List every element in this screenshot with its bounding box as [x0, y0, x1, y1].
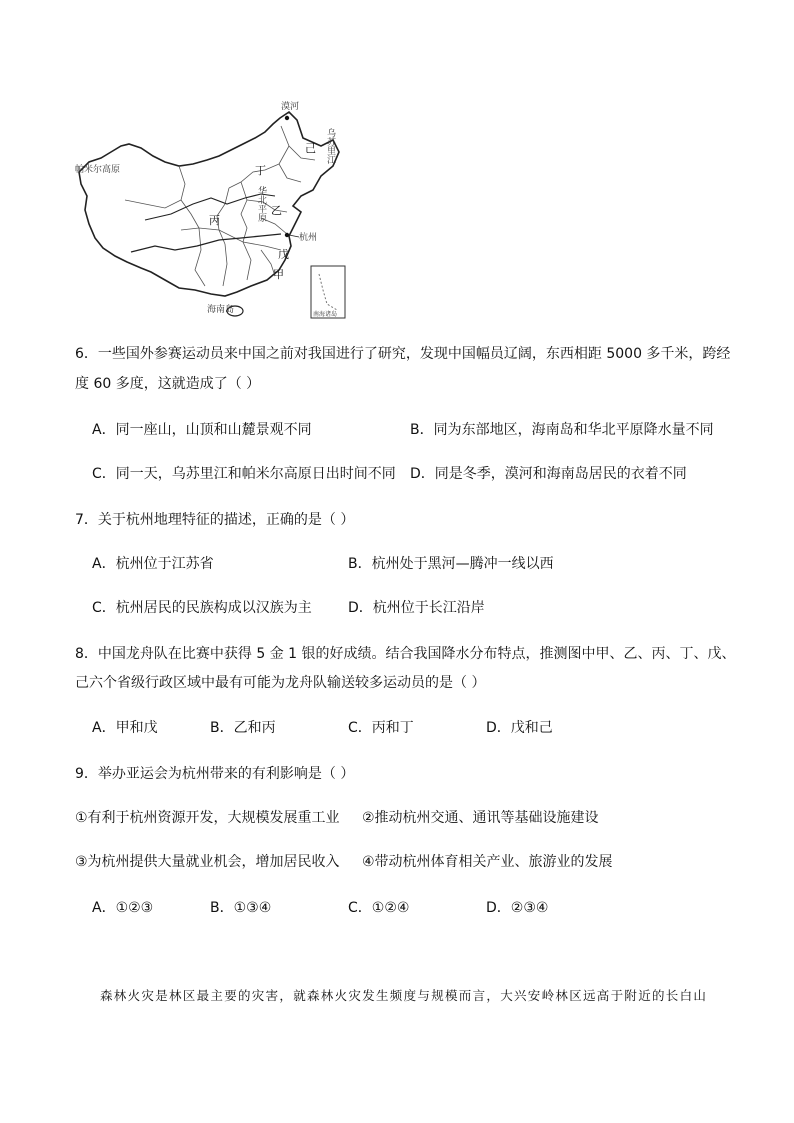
svg-text:乌苏里江: 乌苏里江	[325, 128, 335, 164]
label-ji: 己	[305, 142, 316, 155]
q8-option-c: C．丙和丁	[348, 720, 414, 736]
hangzhou-marker	[285, 233, 289, 237]
q7-option-a: A．杭州位于江苏省	[92, 556, 214, 572]
label-ding: 丁	[255, 164, 266, 177]
q6-option-b: B．同为东部地区，海南岛和华北平原降水量不同	[410, 422, 714, 438]
q9-option-b: B．①③④	[210, 900, 272, 916]
label-huabei	[256, 185, 267, 222]
label-jia: 甲	[273, 268, 284, 281]
q9-statement-4: ④带动杭州体育相关产业、旅游业的发展	[362, 854, 613, 870]
q8-stem-line2: 己六个省级行政区域中最有可能为龙舟队输送较多运动员的是（ ）	[75, 675, 486, 691]
svg-text:华北平原: 华北平原	[256, 186, 266, 222]
q9-statement-3: ③为杭州提供大量就业机会，增加居民收入	[75, 854, 340, 870]
label-pamir: 帕米尔高原	[75, 165, 121, 175]
label-yi: 乙	[271, 204, 282, 217]
q9-option-a: A．①②③	[92, 900, 154, 916]
label-wusuli	[325, 127, 336, 165]
label-bing: 丙	[209, 214, 220, 227]
label-nanhai: 南海诸岛	[313, 311, 338, 318]
q9-statement-2: ②推动杭州交通、通讯等基础设施建设	[362, 810, 599, 826]
label-hangzhou: 杭州	[299, 233, 318, 243]
q6-option-d: D．同是冬季，漠河和海南岛居民的衣着不同	[410, 466, 687, 482]
q9-stem: 9．举办亚运会为杭州带来的有利影响是（ ）	[75, 766, 355, 782]
q8-option-d: D．戊和己	[486, 720, 553, 736]
q9-statement-1: ①有利于杭州资源开发，大规模发展重工业	[75, 810, 340, 826]
passage-text: 森林火灾是林区最主要的灾害，就森林火灾发生频度与规模而言，大兴安岭林区远高于附近的长白山	[100, 988, 708, 1003]
q7-option-b: B．杭州处于黑河—腾冲一线以西	[348, 556, 554, 572]
q6-option-a: A．同一座山，山顶和山麓景观不同	[92, 422, 312, 438]
label-hainan: 海南岛	[207, 305, 235, 315]
hangzhou-leader	[289, 235, 299, 237]
china-outline	[79, 112, 339, 296]
q8-stem-line1: 8．中国龙舟队在比赛中获得 5 金 1 银的好成绩。结合我国降水分布特点，推测图中甲、乙、丙、丁、戊、	[75, 646, 736, 662]
q6-stem-line1: 6．一些国外参赛运动员来中国之前对我国进行了研究，发现中国幅员辽阔，东西相距 5000 多千米，跨经	[75, 346, 731, 362]
q9-option-d: D．②③④	[486, 900, 549, 916]
china-map-svg	[75, 100, 355, 320]
q6-stem-line2: 度 60 多度，这就造成了（ ）	[75, 376, 261, 392]
q7-stem: 7．关于杭州地理特征的描述，正确的是（ ）	[75, 512, 355, 528]
q8-option-b: B．乙和丙	[210, 720, 276, 736]
label-mohe: 漠河	[281, 102, 300, 112]
mohe-marker	[285, 116, 289, 120]
q7-option-c: C．杭州居民的民族构成以汉族为主	[92, 600, 312, 616]
china-map	[75, 100, 355, 320]
label-wu: 戊	[278, 248, 289, 261]
q6-option-c: C．同一天，乌苏里江和帕米尔高原日出时间不同	[92, 466, 396, 482]
q7-option-d: D．杭州位于长江沿岸	[348, 600, 485, 616]
q8-option-a: A．甲和戊	[92, 720, 158, 736]
q9-option-c: C．①②④	[348, 900, 410, 916]
